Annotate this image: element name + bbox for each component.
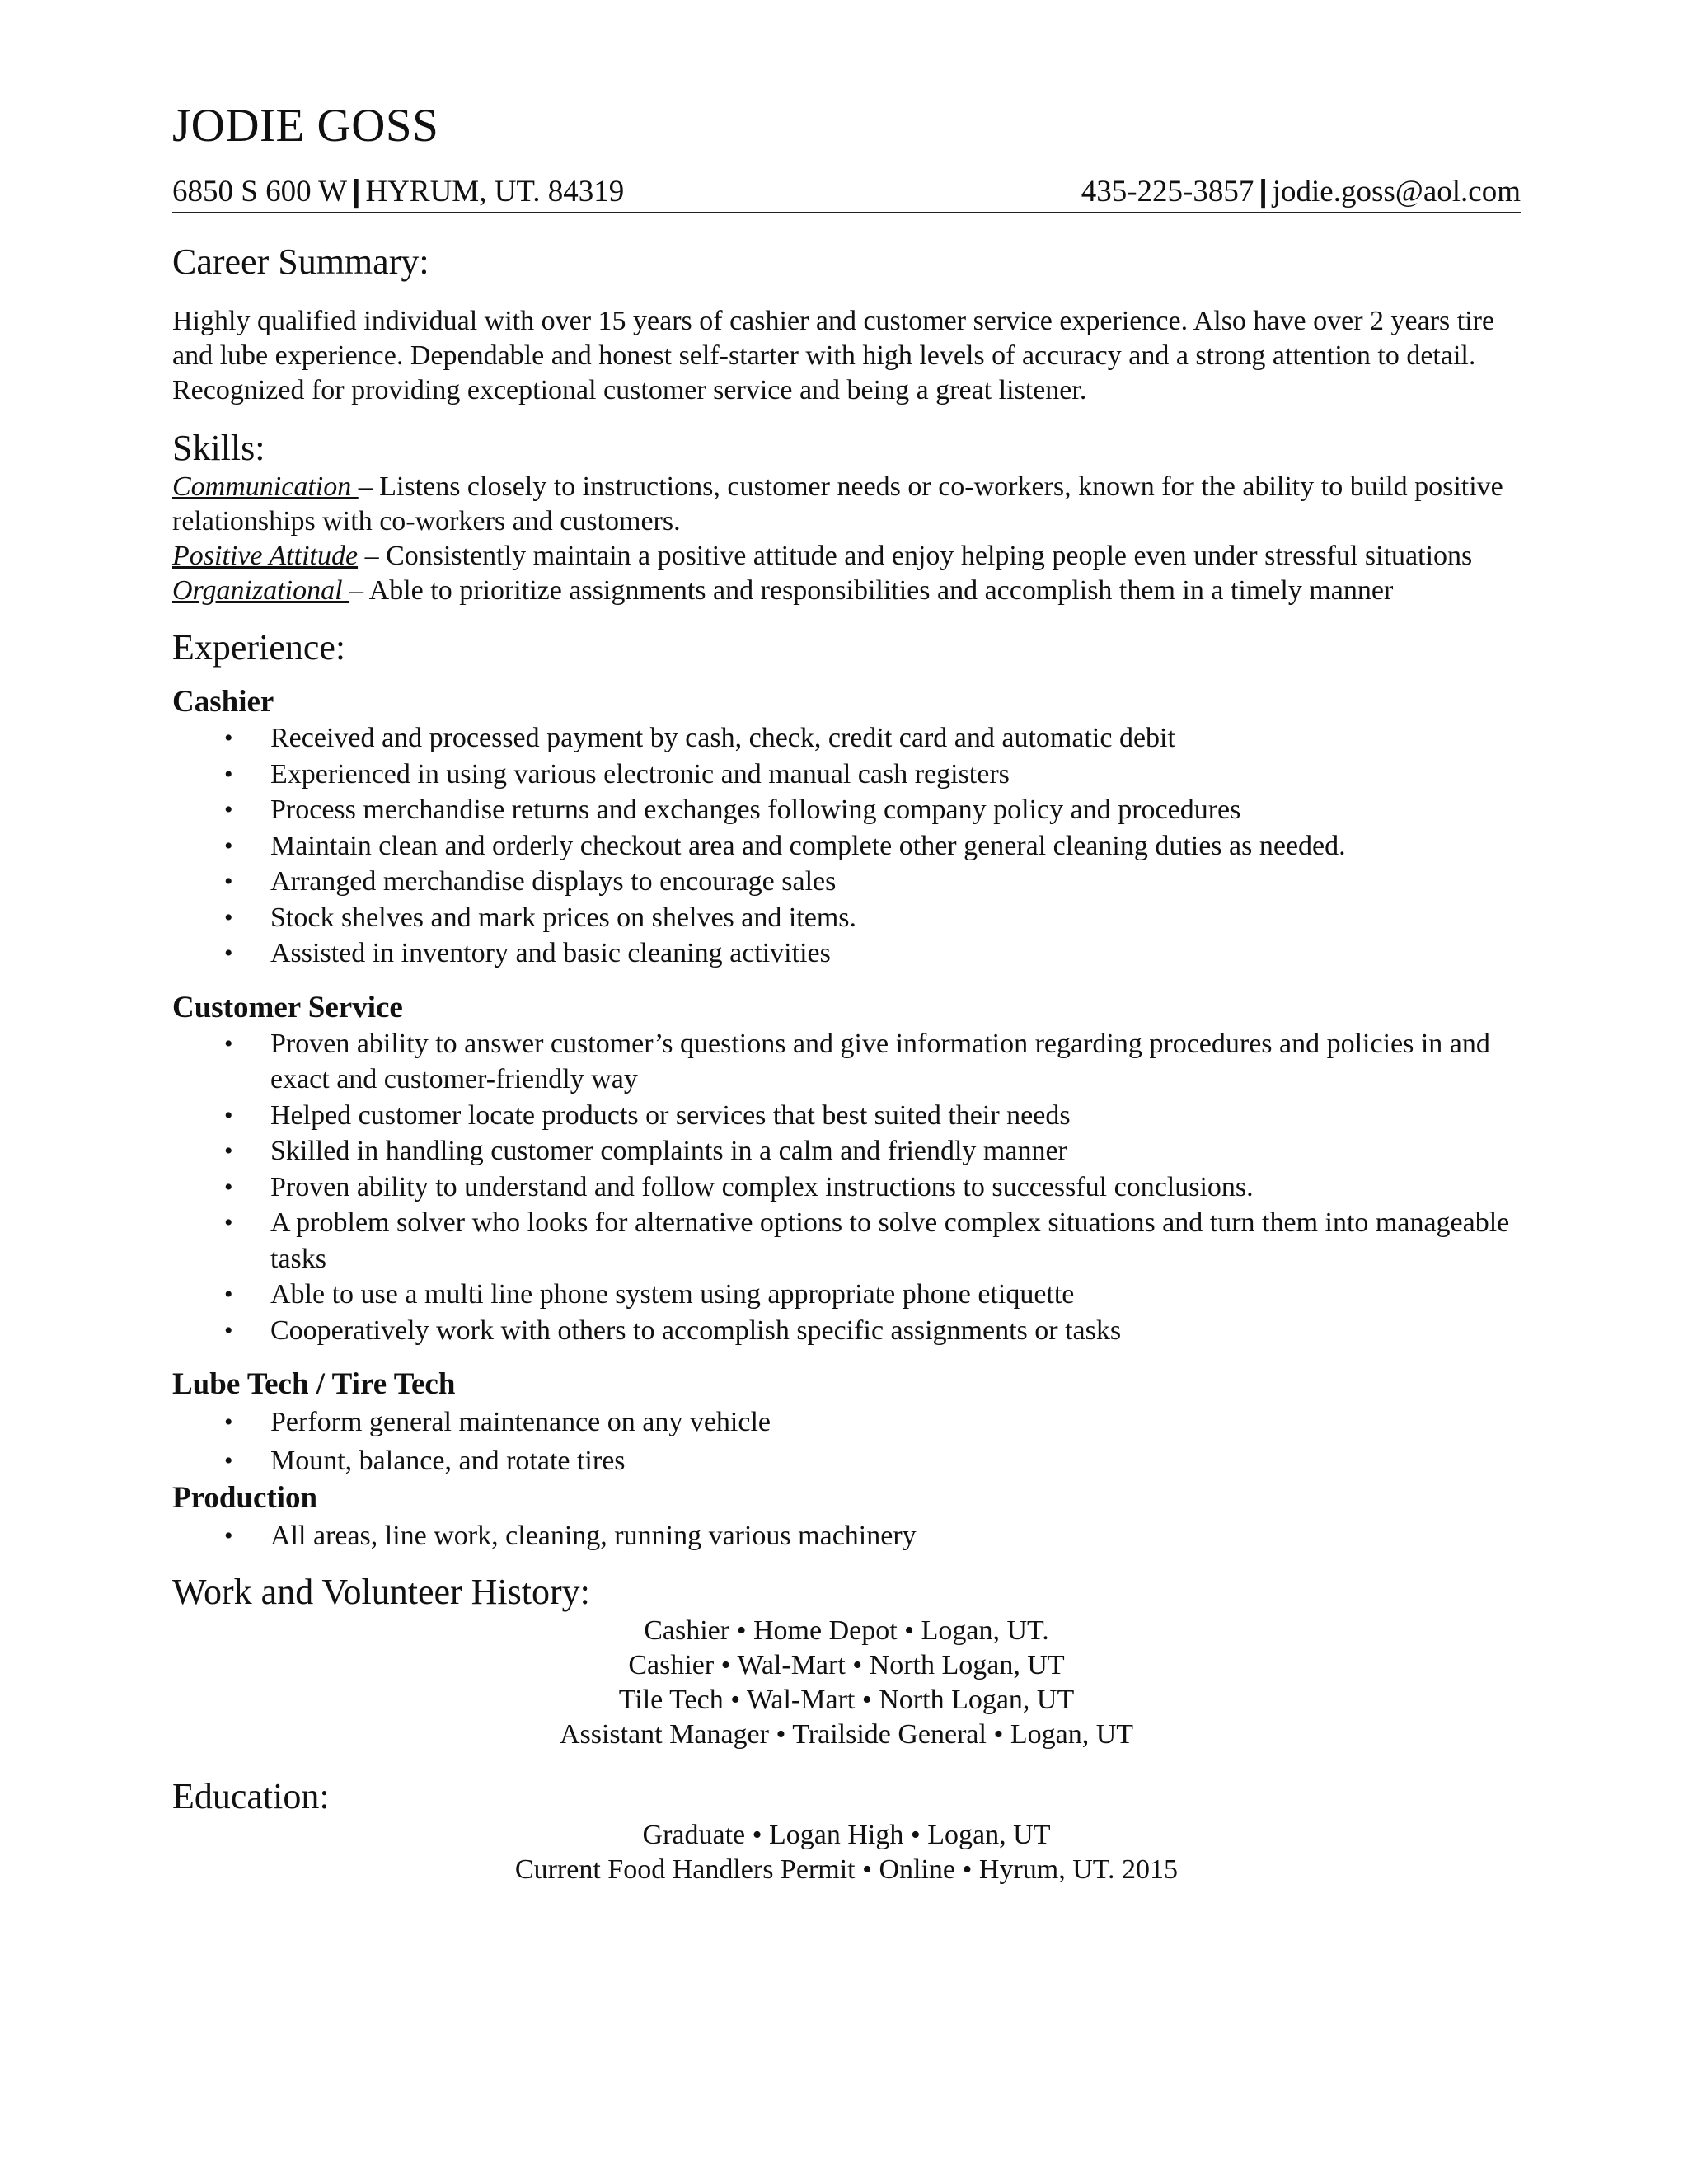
address-street: 6850 S 600 W: [172, 175, 348, 209]
list-item: • All areas, line work, cleaning, running various machinery: [172, 1516, 1524, 1556]
bullet-icon: •: [224, 760, 233, 788]
job-title: Cashier: [172, 685, 274, 719]
skill-description: – Consistently maintain a positive attitude and enjoy helping people even under stressful situations: [358, 541, 1473, 571]
bullet-icon: •: [224, 1209, 233, 1236]
bullet-icon: •: [224, 724, 233, 752]
list-item: • Mount, balance, and rotate tires: [172, 1441, 1524, 1480]
email-address: jodie.goss@aol.com: [1272, 175, 1521, 209]
job-bullets: [172, 1516, 1524, 1556]
bullet-icon: •: [224, 1173, 233, 1201]
bullet-icon: •: [224, 1408, 233, 1436]
job-block-cashier: [172, 684, 1524, 972]
bullet-icon: •: [224, 903, 233, 931]
list-item: • Proven ability to understand and follow complex instructions to successful conclusions.: [172, 1169, 1524, 1206]
job-block-customer-service: [172, 990, 1524, 1349]
list-item: • Helped customer locate products or services that best suited their needs: [172, 1098, 1524, 1134]
list-item: Current Food Handlers Permit • Online • Hyrum, UT. 2015: [514, 1854, 1179, 1885]
skill-item: [172, 574, 1524, 608]
bullet-icon: •: [224, 796, 233, 823]
skill-name: Organizational: [172, 575, 350, 606]
education-list: [172, 1818, 1521, 1887]
job-bullets: [172, 1403, 1524, 1480]
skills-heading: Skills:: [172, 428, 265, 468]
work-history-list: [172, 1614, 1521, 1752]
job-bullets: [172, 1026, 1524, 1349]
list-item: • Process merchandise returns and exchanges following company policy and procedures: [172, 792, 1524, 828]
address-city: HYRUM, UT. 84319: [365, 175, 625, 209]
list-item: • Skilled in handling customer complaints in a calm and friendly manner: [172, 1133, 1524, 1169]
skill-description: – Able to prioritize assignments and responsibilities and accomplish them in a timely manner: [349, 575, 1394, 606]
bullet-icon: •: [224, 1316, 233, 1344]
list-item: • Cooperatively work with others to accomplish specific assignments or tasks: [172, 1313, 1524, 1349]
list-item: • Received and processed payment by cash, check, credit card and automatic debit: [172, 720, 1524, 757]
job-title: Production: [172, 1481, 318, 1515]
list-item: Cashier • Home Depot • Logan, UT.: [644, 1615, 1049, 1646]
bullet-icon: •: [224, 1101, 233, 1129]
career-summary-heading: Career Summary:: [172, 241, 429, 282]
job-block-lube-tire-tech: [172, 1366, 1524, 1480]
bullet-icon: •: [224, 1137, 233, 1165]
job-title: Lube Tech / Tire Tech: [172, 1367, 456, 1401]
job-block-production: [172, 1480, 1524, 1556]
list-item: • Able to use a multi line phone system using appropriate phone etiquette: [172, 1277, 1524, 1313]
skills-list: [172, 470, 1524, 608]
list-item: Graduate • Logan High • Logan, UT: [642, 1820, 1051, 1850]
list-item: • Arranged merchandise displays to encourage sales: [172, 864, 1524, 900]
bullet-icon: •: [224, 1029, 233, 1057]
address: [172, 173, 624, 210]
list-item: • Assisted in inventory and basic cleaning activities: [172, 935, 1524, 972]
education-heading: Education:: [172, 1776, 330, 1816]
bullet-icon: •: [224, 940, 233, 967]
contact-row: [172, 173, 1521, 213]
contact-info: [1081, 173, 1521, 210]
list-item: • Perform general maintenance on any vehicle: [172, 1403, 1524, 1441]
separator-bar: |: [1259, 174, 1268, 208]
list-item: • A problem solver who looks for alternative options to solve complex situations and turn them into manageable tasks: [172, 1205, 1524, 1277]
resume-content: [172, 97, 1524, 1887]
list-item: Cashier • Wal-Mart • North Logan, UT: [628, 1650, 1065, 1680]
experience-heading: Experience:: [172, 627, 346, 668]
list-item: Assistant Manager • Trailside General • Logan, UT: [559, 1719, 1134, 1750]
bullet-icon: •: [224, 832, 233, 860]
list-item: • Maintain clean and orderly checkout area and complete other general cleaning duties as needed.: [172, 828, 1524, 865]
skill-name: Positive Attitude: [172, 541, 359, 571]
bullet-icon: •: [224, 1281, 233, 1308]
phone-number: 435-225-3857: [1081, 175, 1254, 209]
bullet-icon: •: [224, 1522, 233, 1549]
skill-item: [172, 470, 1524, 539]
skill-description: – Listens closely to instructions, customer needs or co-workers, known for the ability to build positive relationships with co-workers and customers.: [172, 471, 1503, 537]
list-item: • Stock shelves and mark prices on shelves and items.: [172, 900, 1524, 936]
skill-item: [172, 539, 1524, 574]
job-title: Customer Service: [172, 990, 403, 1024]
bullet-icon: •: [224, 868, 233, 895]
applicant-name: JODIE GOSS: [172, 100, 439, 152]
job-bullets: [172, 720, 1524, 972]
skill-name: Communication: [172, 471, 359, 502]
work-history-heading: Work and Volunteer History:: [172, 1572, 590, 1612]
list-item: Tile Tech • Wal-Mart • North Logan, UT: [618, 1685, 1075, 1715]
career-summary-text: Highly qualified individual with over 15 years of cashier and customer service experience. Also have over 2 years tire and lube experience. Dependable and honest self-starter with high levels of accuracy and a strong attention to detail. Recognized for providing exceptional customer service and being a great listener.: [172, 306, 1495, 405]
bullet-icon: •: [224, 1447, 233, 1474]
separator-bar: |: [352, 174, 361, 208]
list-item: • Proven ability to answer customer’s questions and give information regarding procedures and policies in and exact and customer-friendly way: [172, 1026, 1524, 1098]
list-item: • Experienced in using various electronic and manual cash registers: [172, 757, 1524, 793]
